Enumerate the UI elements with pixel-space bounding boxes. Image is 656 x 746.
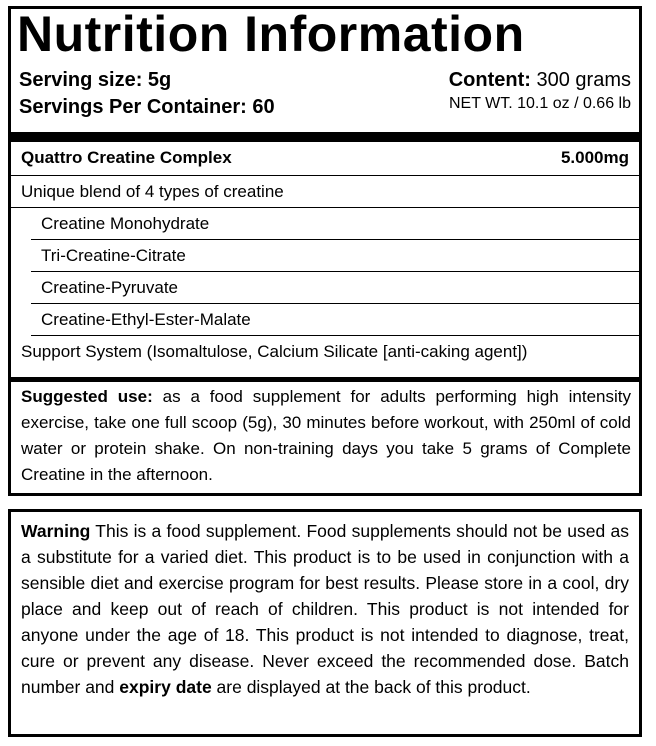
suggested-use bbox=[21, 384, 631, 488]
table-row bbox=[11, 272, 639, 304]
serving-info bbox=[19, 67, 631, 125]
warning-body-2: are displayed at the back of this product. bbox=[211, 677, 531, 697]
thick-divider bbox=[11, 132, 639, 142]
warning-panel bbox=[8, 509, 642, 737]
net-weight: NET WT. 10.1 oz / 0.66 lb bbox=[448, 95, 631, 112]
complex-name: Quattro Creatine Complex bbox=[21, 148, 232, 167]
serving-left bbox=[19, 67, 275, 121]
row-label: Support System (Isomaltulose, Calcium Silicate [anti-caking agent]) bbox=[21, 342, 528, 361]
content-value: 300 grams bbox=[536, 69, 631, 91]
table-row bbox=[11, 208, 639, 240]
suggested-label: Suggested use: bbox=[21, 387, 153, 406]
table-row bbox=[11, 336, 639, 370]
page-title: Nutrition Information bbox=[17, 6, 525, 62]
warning-label: Warning bbox=[21, 521, 91, 541]
warning-text bbox=[21, 518, 629, 700]
ingredient-table bbox=[11, 142, 639, 370]
row-label: Creatine-Ethyl-Ester-Malate bbox=[41, 310, 251, 329]
warning-body-1: This is a food supplement. Food supplements should not be used as a substitute for a varied diet. This product is to be used in conjunction with a sensible diet and exercise program for best results. Please store in a cool, dry place and keep out of reach of children. This product is not intended for anyone under the age of 18. This product is not intended to diagnose, treat, cure or prevent any disease. Never exceed the recommended dose. Batch number and bbox=[21, 521, 629, 697]
row-label: Creatine Monohydrate bbox=[41, 214, 210, 233]
row-label: Creatine-Pyruvate bbox=[41, 278, 179, 297]
table-row bbox=[11, 176, 639, 208]
content-line bbox=[449, 67, 631, 93]
table-row bbox=[11, 304, 639, 336]
complex-amount: 5.000mg bbox=[560, 148, 629, 167]
complex-row bbox=[11, 142, 639, 176]
servings-per-container: Servings Per Container: 60 bbox=[19, 96, 275, 118]
row-label: Tri-Creatine-Citrate bbox=[41, 246, 186, 265]
expiry-label: expiry date bbox=[119, 677, 212, 697]
table-row bbox=[11, 240, 639, 272]
mid-divider bbox=[11, 377, 639, 382]
row-label: Unique blend of 4 types of creatine bbox=[21, 182, 284, 201]
suggested-text: as a food supplement for adults performing high intensity exercise, take one full scoop (5g), 30 minutes before workout, with 250ml of cold water or protein shake. On non-training days you take 5 grams of Complete Creatine in the afternoon. bbox=[21, 387, 631, 484]
serving-size: Serving size: 5g bbox=[19, 69, 172, 91]
content-label: Content: bbox=[448, 69, 531, 91]
nutrition-panel bbox=[8, 6, 642, 496]
content-info bbox=[449, 67, 631, 115]
